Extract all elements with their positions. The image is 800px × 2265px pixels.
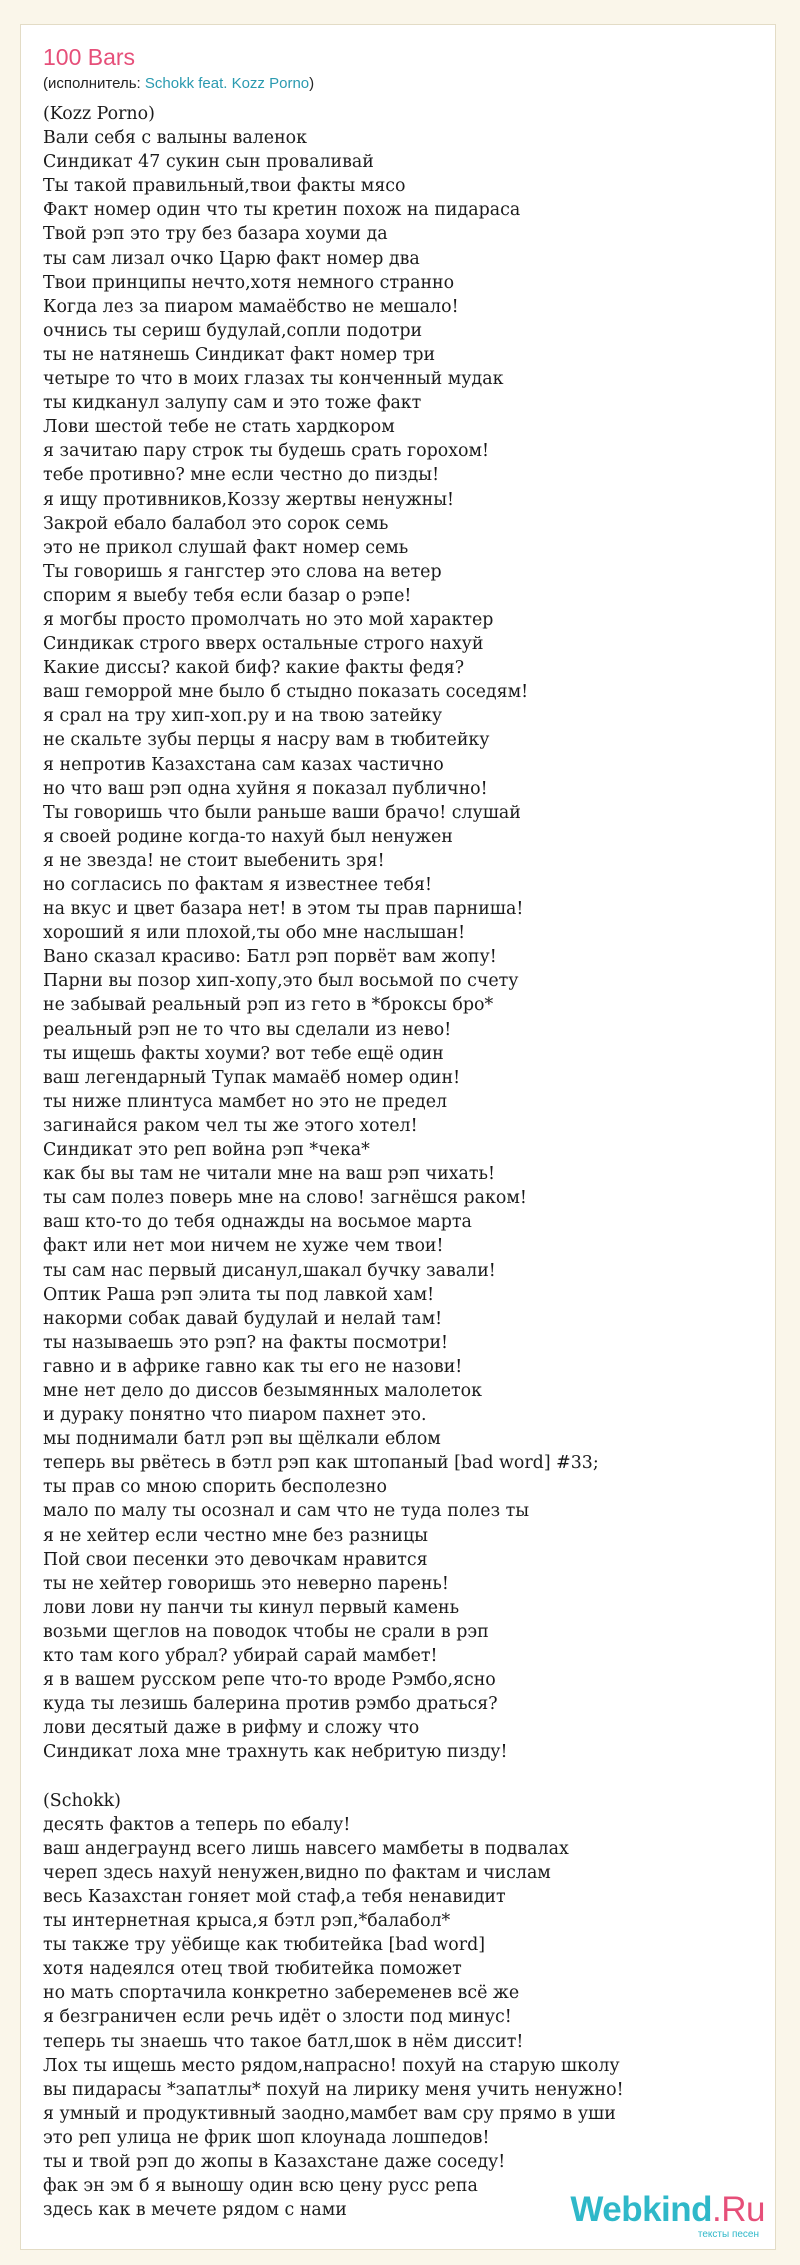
lyric-line: но мать спортачила конкретно забеременев всё же [43, 1983, 520, 2004]
lyric-line: Факт номер один что ты кретин похож на пидараса [43, 200, 521, 221]
lyric-line: Ты такой правильный,твои факты мясо [43, 176, 406, 197]
lyric-line: факт или нет мои ничем не хуже чем твои! [43, 1236, 444, 1257]
lyric-line: вы пидарасы *запатлы* похуй на лирику меня учить ненужно! [43, 2079, 624, 2100]
lyric-line: череп здесь нахуй ненужен,видно по фактам и числам [43, 1862, 551, 1883]
lyric-line: я могбы просто промолчать но это мой характер [43, 609, 494, 630]
lyric-line: накорми собак давай будулай и нелай там! [43, 1308, 443, 1329]
lyric-line: не скальте зубы перцы я насру вам в тюбитейку [43, 730, 490, 751]
lyric-line: ты называешь это рэп? на факты посмотри! [43, 1332, 449, 1353]
lyric-line: куда ты лезишь балерина против рэмбо драться? [43, 1694, 498, 1715]
lyric-line: ваш легендарный Тупак мамаёб номер один! [43, 1067, 461, 1088]
lyric-line: мне нет дело до диссов безымянных малолеток [43, 1380, 482, 1401]
lyric-line: ты сам лизал очко Царю факт номер два [43, 248, 420, 269]
site-logo[interactable] [565, 2191, 765, 2241]
lyric-line: как бы вы там не читали мне на ваш рэп чихать! [43, 1164, 495, 1185]
lyric-line: четыре то что в моих глазах ты конченный мудак [43, 369, 504, 390]
lyric-line: фак эн эм б я выношу один всю цену русс репа [43, 2176, 478, 2197]
lyric-line: загинайся раком чел ты же этого хотел! [43, 1115, 418, 1136]
lyrics-card [20, 24, 776, 2250]
lyric-line: ты интернетная крыса,я бэтл рэп,*балабол* [43, 1911, 451, 1932]
lyric-line: ты и твой рэп до жопы в Казахстане даже соседу! [43, 2151, 506, 2172]
lyric-line: Твои принципы нечто,хотя немного странно [43, 272, 455, 293]
lyric-line: мы поднимали батл рэп вы щёлкали еблом [43, 1429, 441, 1450]
logo-tagline: тексты песен [697, 2229, 759, 2240]
lyric-line: не забывай реальный рэп из гето в *броксы бро* [43, 995, 494, 1016]
lyric-line: Парни вы позор хип-хопу,это был восьмой по счету [43, 971, 519, 992]
lyric-line: здесь как в мечете рядом с нами [43, 2200, 347, 2221]
lyric-line: я безграничен если речь идёт о злости под минус! [43, 2007, 512, 2028]
lyric-line: спорим я выебу тебя если базар о рэпе! [43, 585, 412, 606]
lyric-line: Ты говоришь я гангстер это слова на ветер [43, 561, 442, 582]
lyric-line: Синдикак строго вверх остальные строго нахуй [43, 634, 484, 655]
lyric-line: Синдикат это реп война рэп *чека* [43, 1140, 370, 1161]
lyric-line: Ты говоришь что были раньше ваши брачо! слушай [43, 802, 521, 823]
lyric-line: лови десятый даже в рифму и сложу что [43, 1718, 420, 1739]
lyric-line: ты сам полез поверь мне на слово! загнёшся раком! [43, 1188, 527, 1209]
artist-line [43, 74, 314, 94]
lyric-line: и дураку понятно что пиаром пахнет это. [43, 1405, 427, 1426]
lyric-line: ты не натянешь Синдикат факт номер три [43, 344, 436, 365]
lyric-line: Вано сказал красиво: Батл рэп порвёт вам жопу! [43, 947, 497, 968]
lyric-line: кто там кого убрал? убирай сарай мамбет! [43, 1646, 438, 1666]
lyric-line: ваш геморрой мне было б стыдно показать соседям! [43, 682, 529, 703]
lyric-line: Какие диссы? какой биф? какие факты федя? [43, 658, 465, 679]
lyric-line: лови лови ну панчи ты кинул первый камень [43, 1597, 460, 1618]
lyric-line: ты не хейтер говоришь это неверно парень! [43, 1573, 449, 1594]
lyric-line: Когда лез за пиаром мамаёбство не мешало! [43, 296, 459, 317]
lyric-line: теперь ты знаешь что такое батл,шок в нём диссит! [43, 2031, 524, 2052]
lyric-line: это не прикол слушай факт номер семь [43, 537, 409, 558]
lyric-line: я не хейтер если честно мне без разницы [43, 1525, 429, 1546]
artist-suffix: ) [309, 75, 315, 92]
lyric-line: теперь вы рвётесь в бэтл рэп как штопаный [bad word] #33; [43, 1453, 599, 1474]
logo-main: Webkind [570, 2190, 713, 2229]
lyric-line: ты ищешь факты хоуми? вот тебе ещё один [43, 1043, 444, 1064]
lyric-line: ты сам нас первый дисанул,шакал бучку завали! [43, 1260, 496, 1281]
lyric-line: я не звезда! не стоит выебенить зря! [43, 850, 385, 871]
lyric-line: Лови шестой тебе не стать хардкором [43, 417, 395, 438]
lyric-line: ты кидканул залупу сам и это тоже факт [43, 393, 422, 414]
lyric-line: на вкус и цвет базара нет! в этом ты прав парниша! [43, 899, 524, 920]
artist-prefix: (исполнитель: [43, 75, 145, 92]
artist-link[interactable]: Schokk feat. Kozz Porno [144, 75, 310, 92]
lyric-line [43, 1764, 765, 1788]
lyric-line: Оптик Раша рэп элита ты под лавкой хам! [43, 1284, 435, 1305]
lyric-line: Вали себя с валыны валенок [43, 128, 308, 149]
lyric-line: десять фактов а теперь по ебалу! [43, 1814, 351, 1835]
lyric-line: (Schokk) [43, 1790, 121, 1811]
lyric-line: Пой свои песенки это девочкам нравится [43, 1549, 428, 1570]
lyric-line: Синдикат 47 сукин сын проваливай [43, 152, 374, 173]
lyric-line: Лох ты ищешь место рядом,напрасно! похуй на старую школу [43, 2055, 620, 2076]
lyric-line: я зачитаю пару строк ты будешь срать горохом! [43, 441, 490, 462]
lyric-line: но что ваш рэп одна хуйня я показал публично! [43, 778, 488, 799]
lyrics-text [43, 102, 765, 2222]
lyric-line: хороший я или плохой,ты обо мне наслышан! [43, 923, 466, 944]
lyric-line: Закрой ебало балабол это сорок семь [43, 513, 389, 534]
lyric-line: реальный рэп не то что вы сделали из нево! [43, 1019, 452, 1040]
lyric-line: я непротив Казахстана сам казах частично [43, 754, 444, 775]
lyric-line: тебе противно? мне если честно до пизды! [43, 465, 440, 486]
lyric-line: я ищу противников,Коззу жертвы ненужны! [43, 489, 455, 510]
lyric-line: ваш андеграунд всего лишь навсего мамбеты в подвалах [43, 1838, 569, 1859]
song-title: 100 Bars [43, 44, 136, 70]
lyric-line: Синдикат лоха мне трахнуть как небритую пизду! [43, 1742, 508, 1763]
lyric-line: очнись ты сериш будулай,сопли подотри [43, 320, 423, 341]
lyric-line: ты также тру уёбище как тюбитейка [bad word] [43, 1935, 486, 1956]
lyric-line: это реп улица не фрик шоп клоунада лошпедов! [43, 2127, 490, 2148]
lyric-line: я срал на тру хип-хоп.ру и на твою затейку [43, 706, 443, 727]
lyric-line: ты ниже плинтуса мамбет но это не предел [43, 1091, 448, 1112]
lyric-line: ты прав со мною спорить бесполезно [43, 1477, 387, 1498]
lyric-line: весь Казахстан гоняет мой стаф,а тебя ненавидит [43, 1886, 506, 1907]
lyric-line: гавно и в африке гавно как ты его не назови! [43, 1356, 463, 1377]
lyric-line: ваш кто-то до тебя однажды на восьмое марта [43, 1212, 472, 1233]
lyric-line: мало по малу ты осознал и сам что не туда полез ты [43, 1501, 530, 1522]
lyric-line: я в вашем русском репе что-то вроде Рэмбо,ясно [43, 1670, 496, 1691]
lyric-line: хотя надеялся отец твой тюбитейка поможет [43, 1959, 462, 1980]
lyric-line: возьми щеглов на поводок чтобы не срали в рэп [43, 1621, 489, 1642]
lyric-line: я своей родине когда-то нахуй был ненужен [43, 826, 453, 847]
lyric-line: но согласись по фактам я известнее тебя! [43, 875, 432, 895]
lyric-line: я умный и продуктивный заодно,мамбет вам сру прямо в уши [43, 2103, 616, 2124]
lyric-line: (Kozz Porno) [43, 104, 155, 124]
lyric-line: Твой рэп это тру без базара хоуми да [43, 224, 388, 245]
logo-wordmark [565, 2191, 765, 2229]
logo-suffix: .Ru [712, 2190, 765, 2229]
